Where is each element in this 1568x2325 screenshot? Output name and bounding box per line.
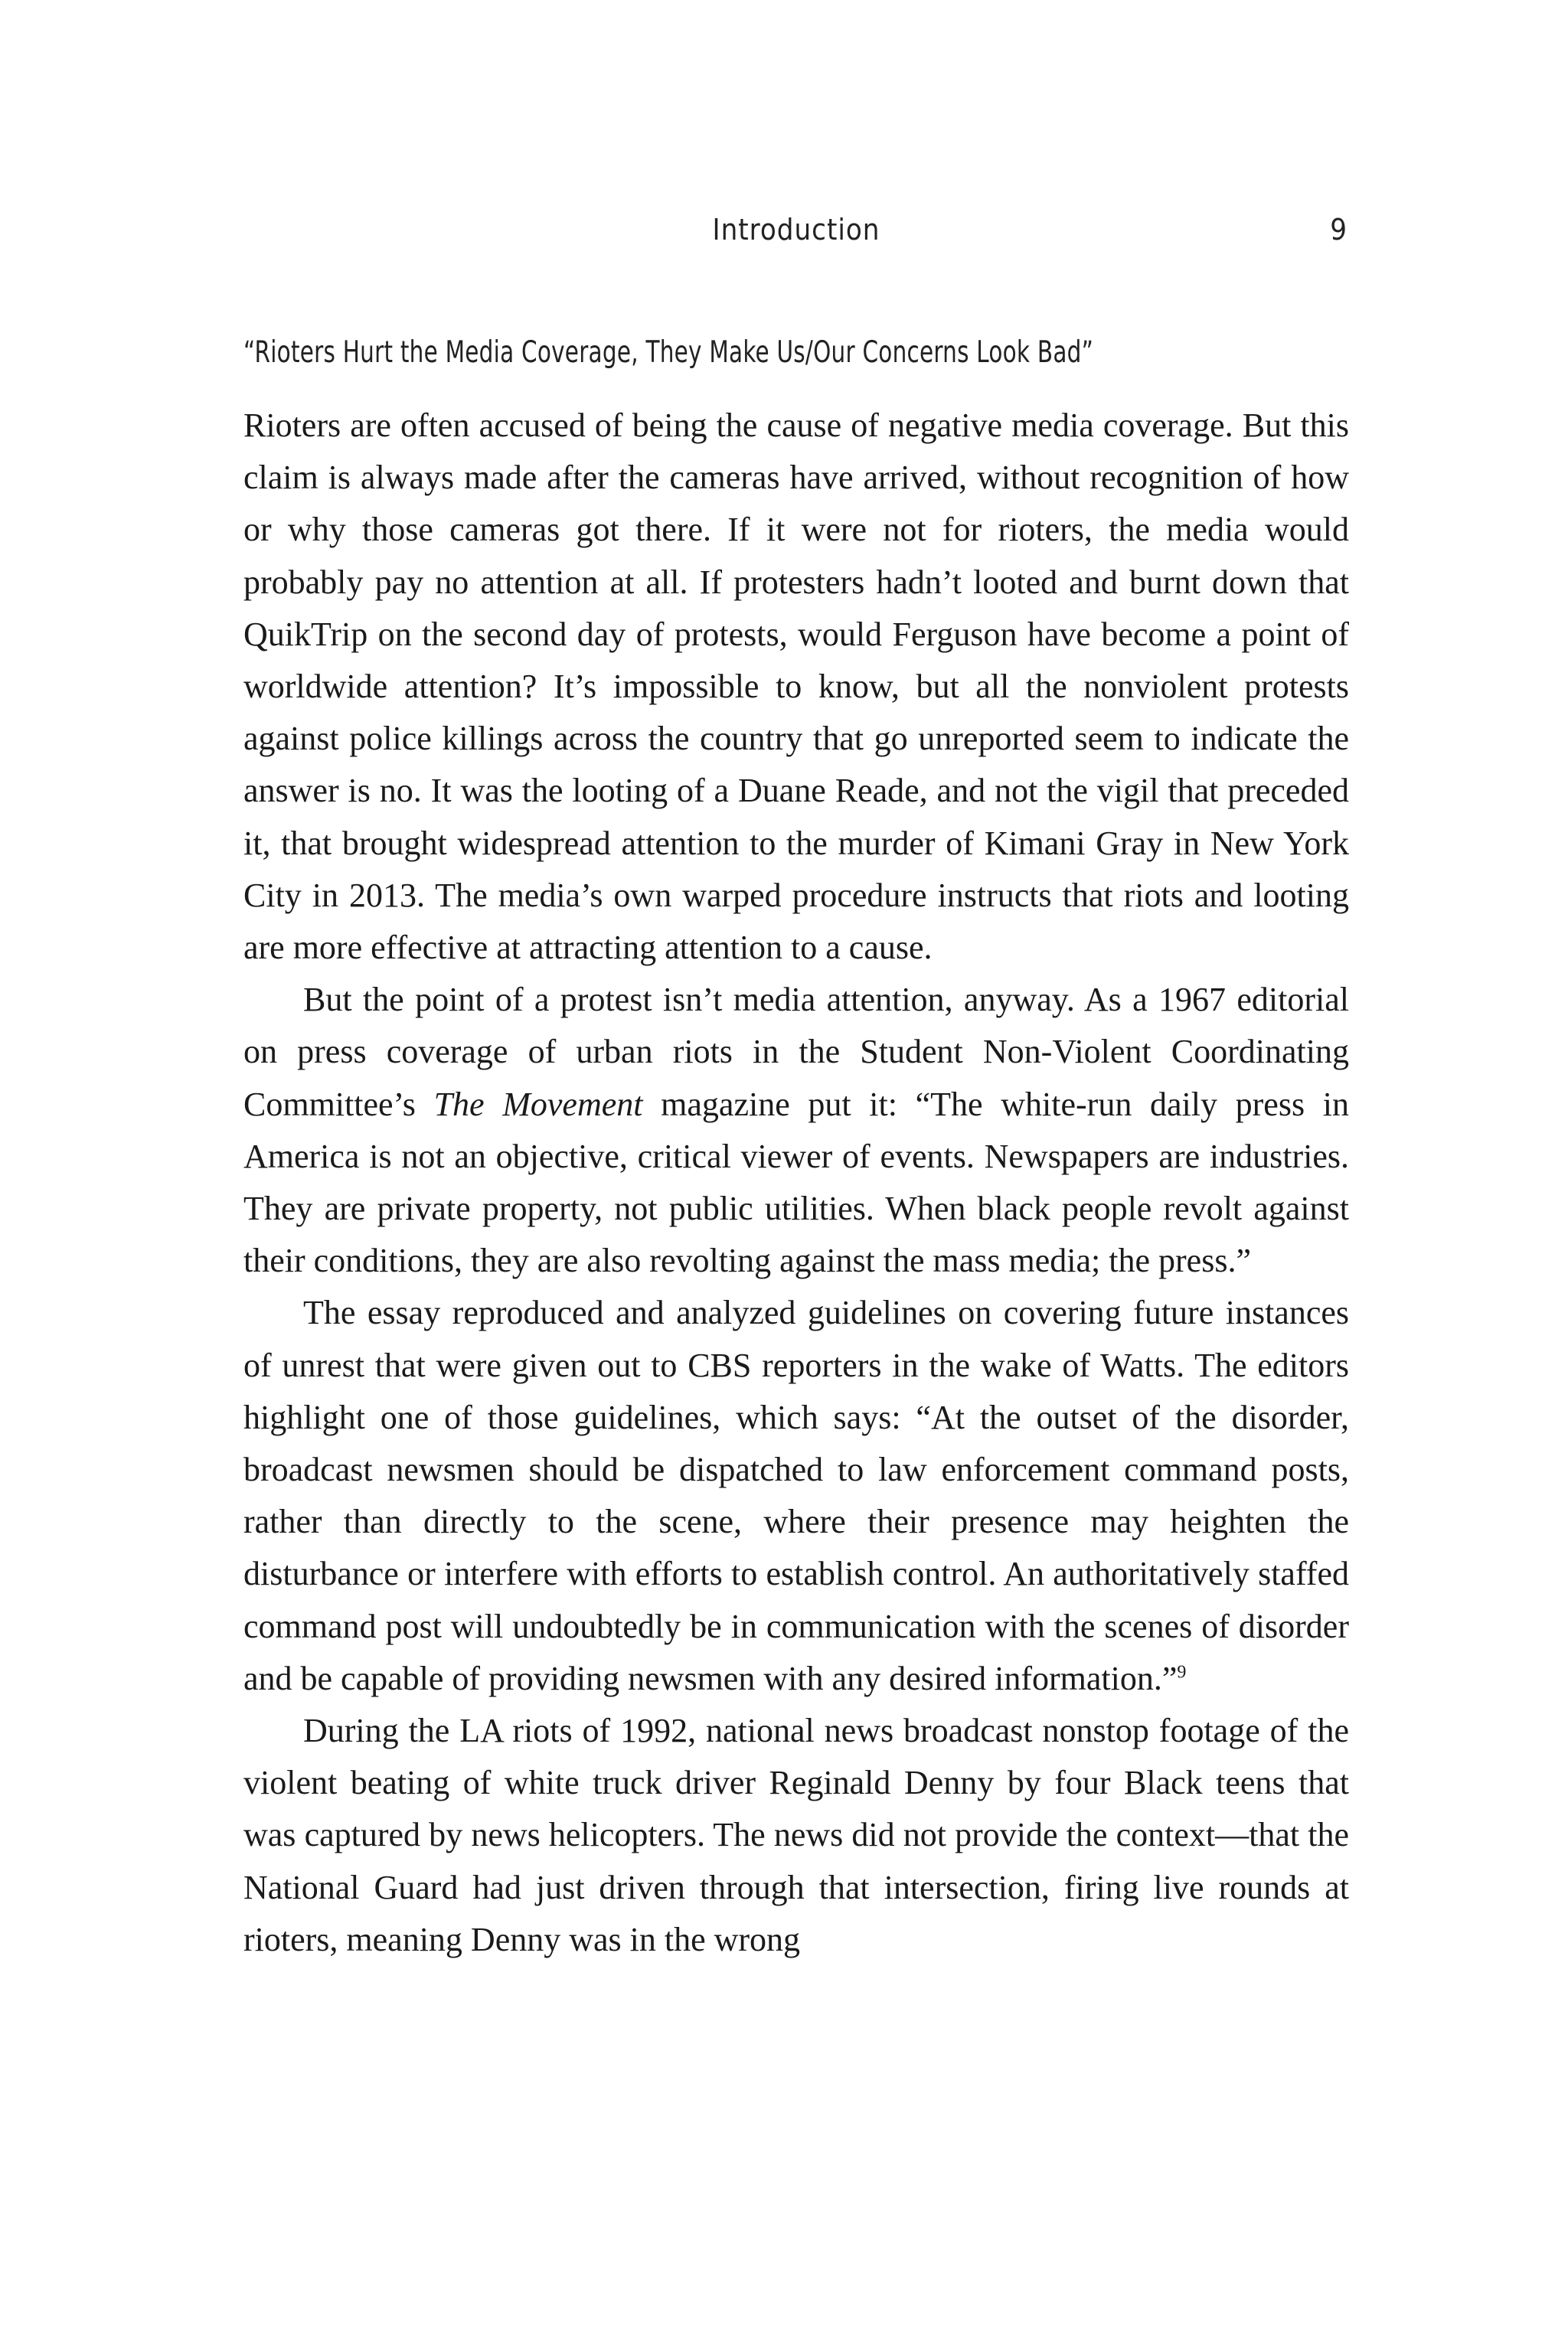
running-head — [245, 213, 1348, 259]
page-number: 9 — [1330, 213, 1348, 247]
magazine-title: The Movement — [433, 1085, 643, 1123]
paragraph-4-text: During the LA riots of 1992, national news broadcast nonstop footage of the violent beating of white truck driver Reginald Denny by four Black teens that was captured by news helicopters. The news did not provide the context—that the National Guard had just driven through that intersection, firing live rounds at rioters, meaning Denny was in the wrong — [243, 1712, 1349, 1958]
paragraph-4 — [243, 1705, 1349, 1966]
paragraph-2-text-after: magazine put it: “The white-run daily press in America is not an objective, critical viewer of events. Newspapers are industries. They are private property, not public utilities. When black people revolt against their conditions, they are also revolting against the mass media; the press.” — [243, 1085, 1349, 1280]
running-head-title: Introduction — [712, 213, 880, 247]
paragraph-1 — [243, 400, 1349, 974]
paragraph-3-text: The essay reproduced and analyzed guidelines on covering future instances of unrest that were given out to CBS reporters in the wake of Watts. The editors highlight one of those guidelines, which says: “At the outset of the disorder, broadcast newsmen should be dispatched to law enforcement command posts, rather than directly to the scene, where their presence may heighten the disturbance or interfere with efforts to establish control. An authoritatively staffed command post will undoubtedly be in communication with the scenes of disorder and be capable of providing newsmen with any desired information.” — [243, 1294, 1349, 1697]
paragraph-2 — [243, 974, 1349, 1287]
paragraph-2-text-before: But the point of a protest isn’t media attention, anyway. As a 1967 editorial on press coverage of urban riots in the Student Non-Violent Coordinating Committee’s — [243, 981, 1349, 1123]
paragraph-3 — [243, 1287, 1349, 1705]
paragraph-1-text: Rioters are often accused of being the cause of negative media coverage. But this claim is always made after the cameras have arrived, without recognition of how or why those cameras got there. If it were not for rioters, the media would probably pay no attention at all. If protesters hadn’t looted and burnt down that QuikTrip on the second day of protests, would Ferguson have become a point of worldwide attention? It’s impossible to know, but all the nonviolent protests against police killings across the country that go unreported seem to indicate the answer is no. It was the looting of a Duane Reade, and not the vigil that preceded it, that brought widespread attention to the murder of Kimani Gray in New York City in 2013. The media’s own warped procedure instructs that riots and looting are more effective at attracting attention to a cause. — [243, 407, 1349, 967]
footnote-marker: 9 — [1177, 1662, 1187, 1683]
body-text — [243, 400, 1349, 1966]
section-heading: “Rioters Hurt the Media Coverage, They Make Us/Our Concerns Look Bad” — [243, 335, 1094, 370]
